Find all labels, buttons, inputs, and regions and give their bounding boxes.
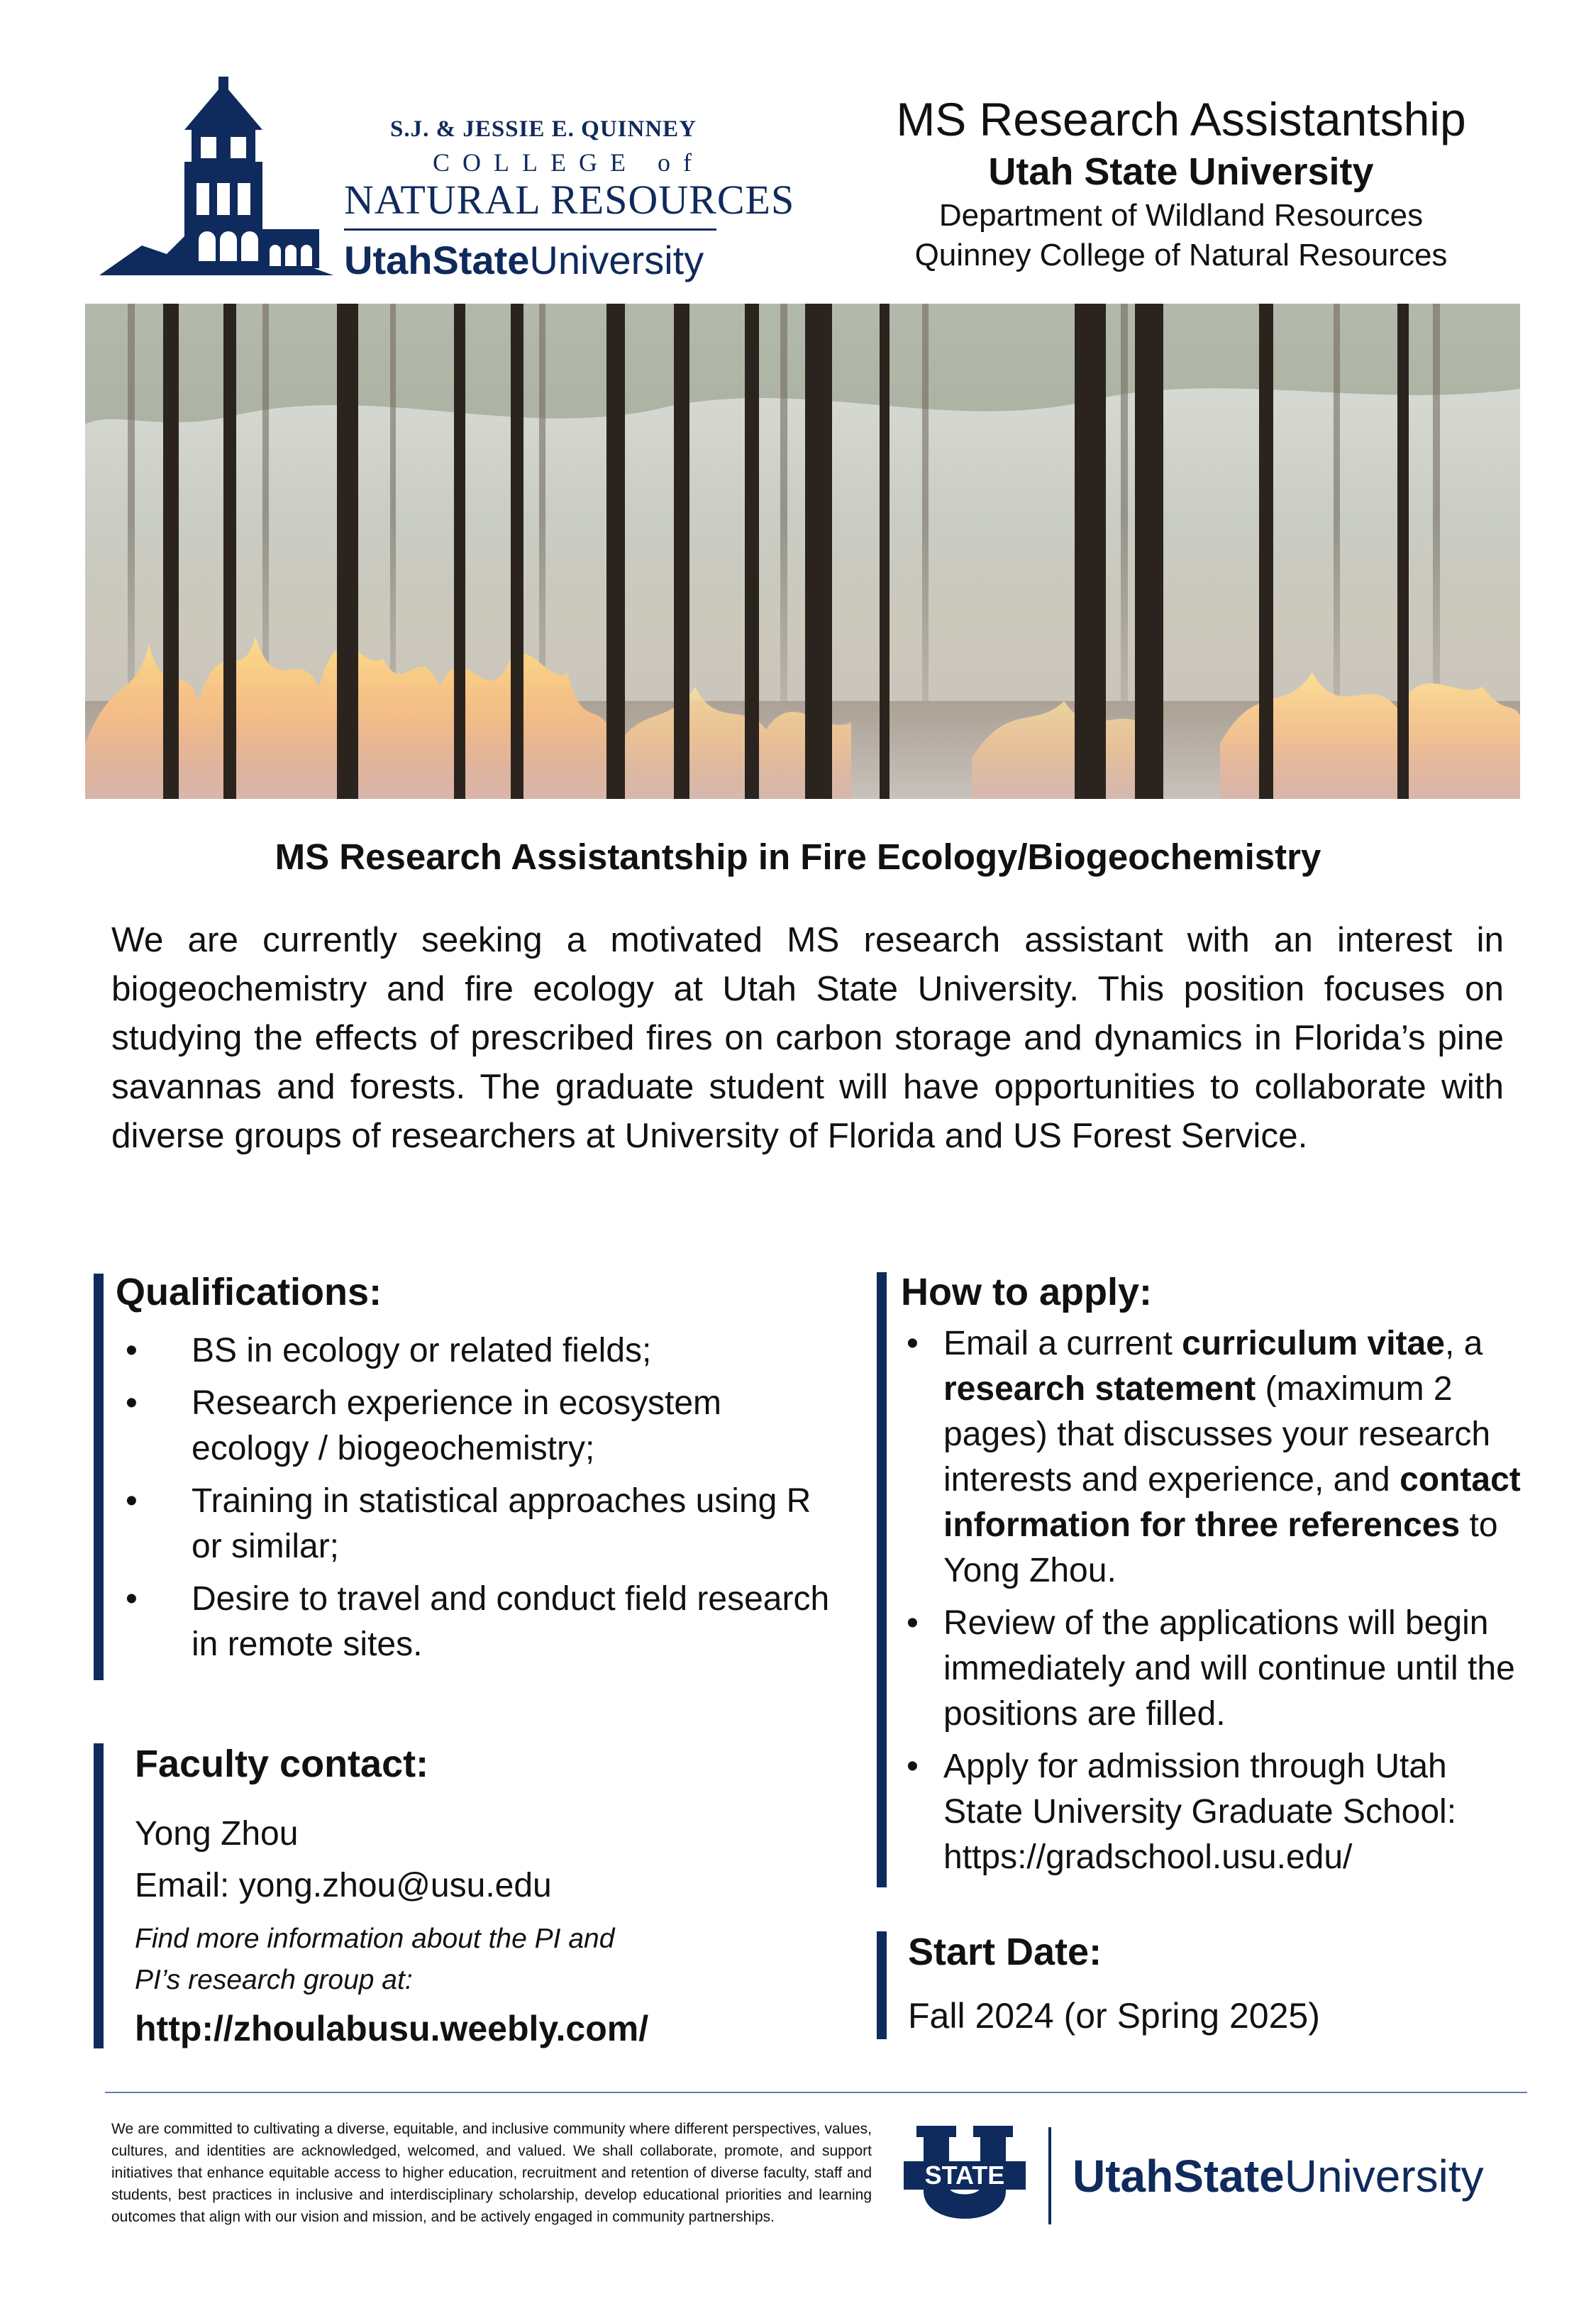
header-department: Department of Wildland Resources xyxy=(938,198,1424,233)
qualification-text: BS in ecology or related fields; xyxy=(192,1332,652,1369)
qualification-text: Desire to travel and conduct field research in remote sites. xyxy=(192,1580,830,1663)
faculty-heading: Faculty contact: xyxy=(135,1743,429,1785)
block-u-icon xyxy=(901,2122,1029,2228)
diversity-statement: We are committed to cultivating a diverse, equitable, and inclusive community where different perspectives, values, cultures, and identities are acknowledged, welcomed, and valued. We shall collaborate, promote, and support initiatives that enhance equitable access to higher education, recruitment and retention of diverse faculty, staff and students, best practices in inclusive and interdisciplinary scholarship, develop educational priorities and learning outcomes that align with our vision and mission, and be actively engaged in community partnerships. xyxy=(111,2121,872,2225)
apply-step xyxy=(907,1321,1525,1594)
qualifications-list xyxy=(126,1328,830,1675)
bullet-icon: • xyxy=(907,1604,919,1642)
apply-text-bold: research statement xyxy=(943,1370,1256,1408)
faculty-more-info-line1: Find more information about the PI and xyxy=(135,1924,615,1954)
footer-wordmark-bold: UtahState xyxy=(1073,2151,1285,2202)
logo-usu-bold: UtahState xyxy=(344,238,530,282)
qualifications-heading: Qualifications: xyxy=(116,1271,382,1313)
logo-rule xyxy=(344,228,716,231)
apply-text: to Yong Zhou. xyxy=(943,1506,1498,1589)
start-date-heading: Start Date: xyxy=(908,1931,1102,1973)
bullet-icon: • xyxy=(126,1580,138,1618)
bullet-icon: • xyxy=(126,1482,138,1520)
old-main-tower-icon xyxy=(99,77,340,289)
apply-steps-list xyxy=(907,1321,1525,1887)
apply-step xyxy=(907,1601,1525,1737)
faculty-accent-bar xyxy=(94,1743,104,2048)
start-accent-bar xyxy=(877,1931,887,2039)
apply-heading: How to apply: xyxy=(901,1271,1152,1313)
qualification-item xyxy=(126,1328,830,1374)
apply-accent-bar xyxy=(877,1272,887,1887)
fire-scene-illustration xyxy=(85,304,1520,799)
logo-usu-regular: University xyxy=(529,238,704,282)
apply-text-bold: curriculum vitae xyxy=(1182,1325,1445,1362)
footer-wordmark-regular: University xyxy=(1284,2151,1484,2202)
bullet-icon: • xyxy=(126,1332,138,1369)
bullet-icon: • xyxy=(907,1748,919,1785)
bullet-icon: • xyxy=(126,1384,138,1422)
header-college: Quinney College of Natural Resources xyxy=(914,238,1448,272)
apply-text: , a xyxy=(1444,1325,1483,1362)
forest-fire-photo xyxy=(85,304,1520,799)
usu-block-u-logo xyxy=(901,2122,1029,2228)
position-title: MS Research Assistantship in Fire Ecology/Biogeochemistry xyxy=(275,837,1321,877)
college-logo xyxy=(99,77,795,289)
logo-usu-wordmark xyxy=(344,237,704,283)
qualification-text: Training in statistical approaches using R or similar; xyxy=(192,1482,811,1565)
position-description: We are currently seeking a motivated MS research assistant with an interest in biogeochemistry and fire ecology at Utah State University. This position focuses on studying the effects of prescribed fires on carbon storage and dynamics in Florida’s pine savannas and forests. The graduate student will have opportunities to collaborate with diverse groups of researchers at University of Florida and US Forest Service. xyxy=(111,920,1504,1155)
faculty-more-info-line2: PI’s research group at: xyxy=(135,1965,413,1995)
faculty-name: Yong Zhou xyxy=(135,1815,299,1853)
apply-text: Apply for admission through Utah State University Graduate School: https://gradschool.usu.edu/ xyxy=(943,1748,1457,1876)
header-title: MS Research Assistantship xyxy=(896,93,1466,145)
apply-text: (maximum 2 pages) that discusses your research interests and experience, and xyxy=(943,1370,1491,1499)
faculty-email[interactable]: Email: yong.zhou@usu.edu xyxy=(135,1867,552,1904)
qualification-item xyxy=(126,1381,830,1472)
header-info xyxy=(851,91,1511,275)
qualifications-accent-bar xyxy=(94,1274,104,1680)
apply-text: Review of the applications will begin immediately and will continue until the positions are filled. xyxy=(943,1604,1515,1733)
apply-step xyxy=(907,1744,1525,1880)
apply-text-bold: contact information for three references xyxy=(943,1461,1521,1544)
lab-website-link[interactable]: http://zhoulabusu.weebly.com/ xyxy=(135,2009,649,2048)
footer-usu-wordmark xyxy=(1073,2150,1484,2202)
header-university: Utah State University xyxy=(988,150,1374,193)
qualification-item xyxy=(126,1577,830,1667)
qualification-item xyxy=(126,1479,830,1569)
logo-college-line: COLLEGE of xyxy=(433,148,704,177)
footer-logo-divider xyxy=(1048,2127,1051,2224)
logo-quinney-line: S.J. & JESSIE E. QUINNEY xyxy=(390,116,697,142)
start-date-value: Fall 2024 (or Spring 2025) xyxy=(908,1996,1320,2036)
logo-natural-resources-line: NATURAL RESOURCES xyxy=(344,177,795,223)
apply-text: Email a current xyxy=(943,1325,1182,1362)
block-logo-text: STATE xyxy=(924,2161,1005,2190)
bullet-icon: • xyxy=(907,1325,919,1362)
footer-divider-line xyxy=(105,2092,1527,2093)
qualification-text: Research experience in ecosystem ecology / biogeochemistry; xyxy=(192,1384,722,1467)
